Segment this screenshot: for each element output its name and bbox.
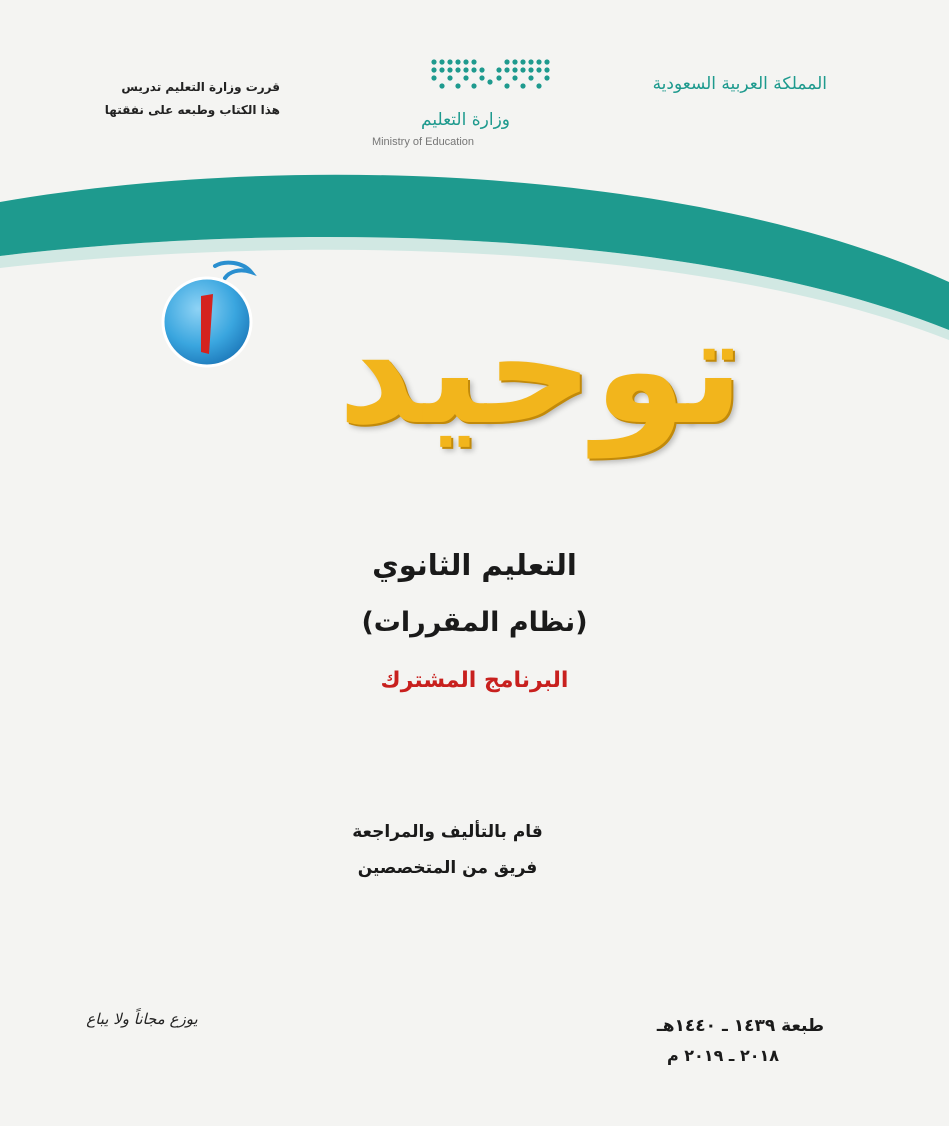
ministry-name-english: Ministry of Education bbox=[371, 136, 475, 148]
kingdom-label: المملكة العربية السعودية bbox=[652, 74, 827, 94]
approval-line-1: قررت وزارة التعليم تدريس bbox=[121, 80, 280, 94]
subtitle-stage: التعليم الثانوي bbox=[372, 548, 577, 582]
authors-line-1: قام بالتأليف والمراجعة bbox=[352, 822, 543, 842]
free-distribution-note: يوزع مجاناً ولا يباع bbox=[86, 1010, 198, 1028]
edition-gregorian: ٢٠١٨ ـ ٢٠١٩ م bbox=[666, 1046, 779, 1065]
approval-line-2: هذا الكتاب وطبعه على نفقتها bbox=[104, 103, 280, 117]
ministry-name-arabic: وزارة التعليم bbox=[421, 110, 510, 130]
authors-line-2: فريق من المتخصصين bbox=[357, 858, 538, 878]
subtitle-program: البرنامج المشترك bbox=[380, 668, 569, 693]
subtitle-system: (نظام المقررات) bbox=[361, 607, 588, 638]
ministry-logo-icon bbox=[428, 56, 553, 96]
book-title: توحيد bbox=[337, 284, 744, 458]
approval-note bbox=[70, 76, 280, 122]
edition-hijri: طبعة ١٤٣٩ ـ ١٤٤٠هـ bbox=[656, 1016, 824, 1036]
part-number-badge-icon bbox=[155, 258, 270, 373]
